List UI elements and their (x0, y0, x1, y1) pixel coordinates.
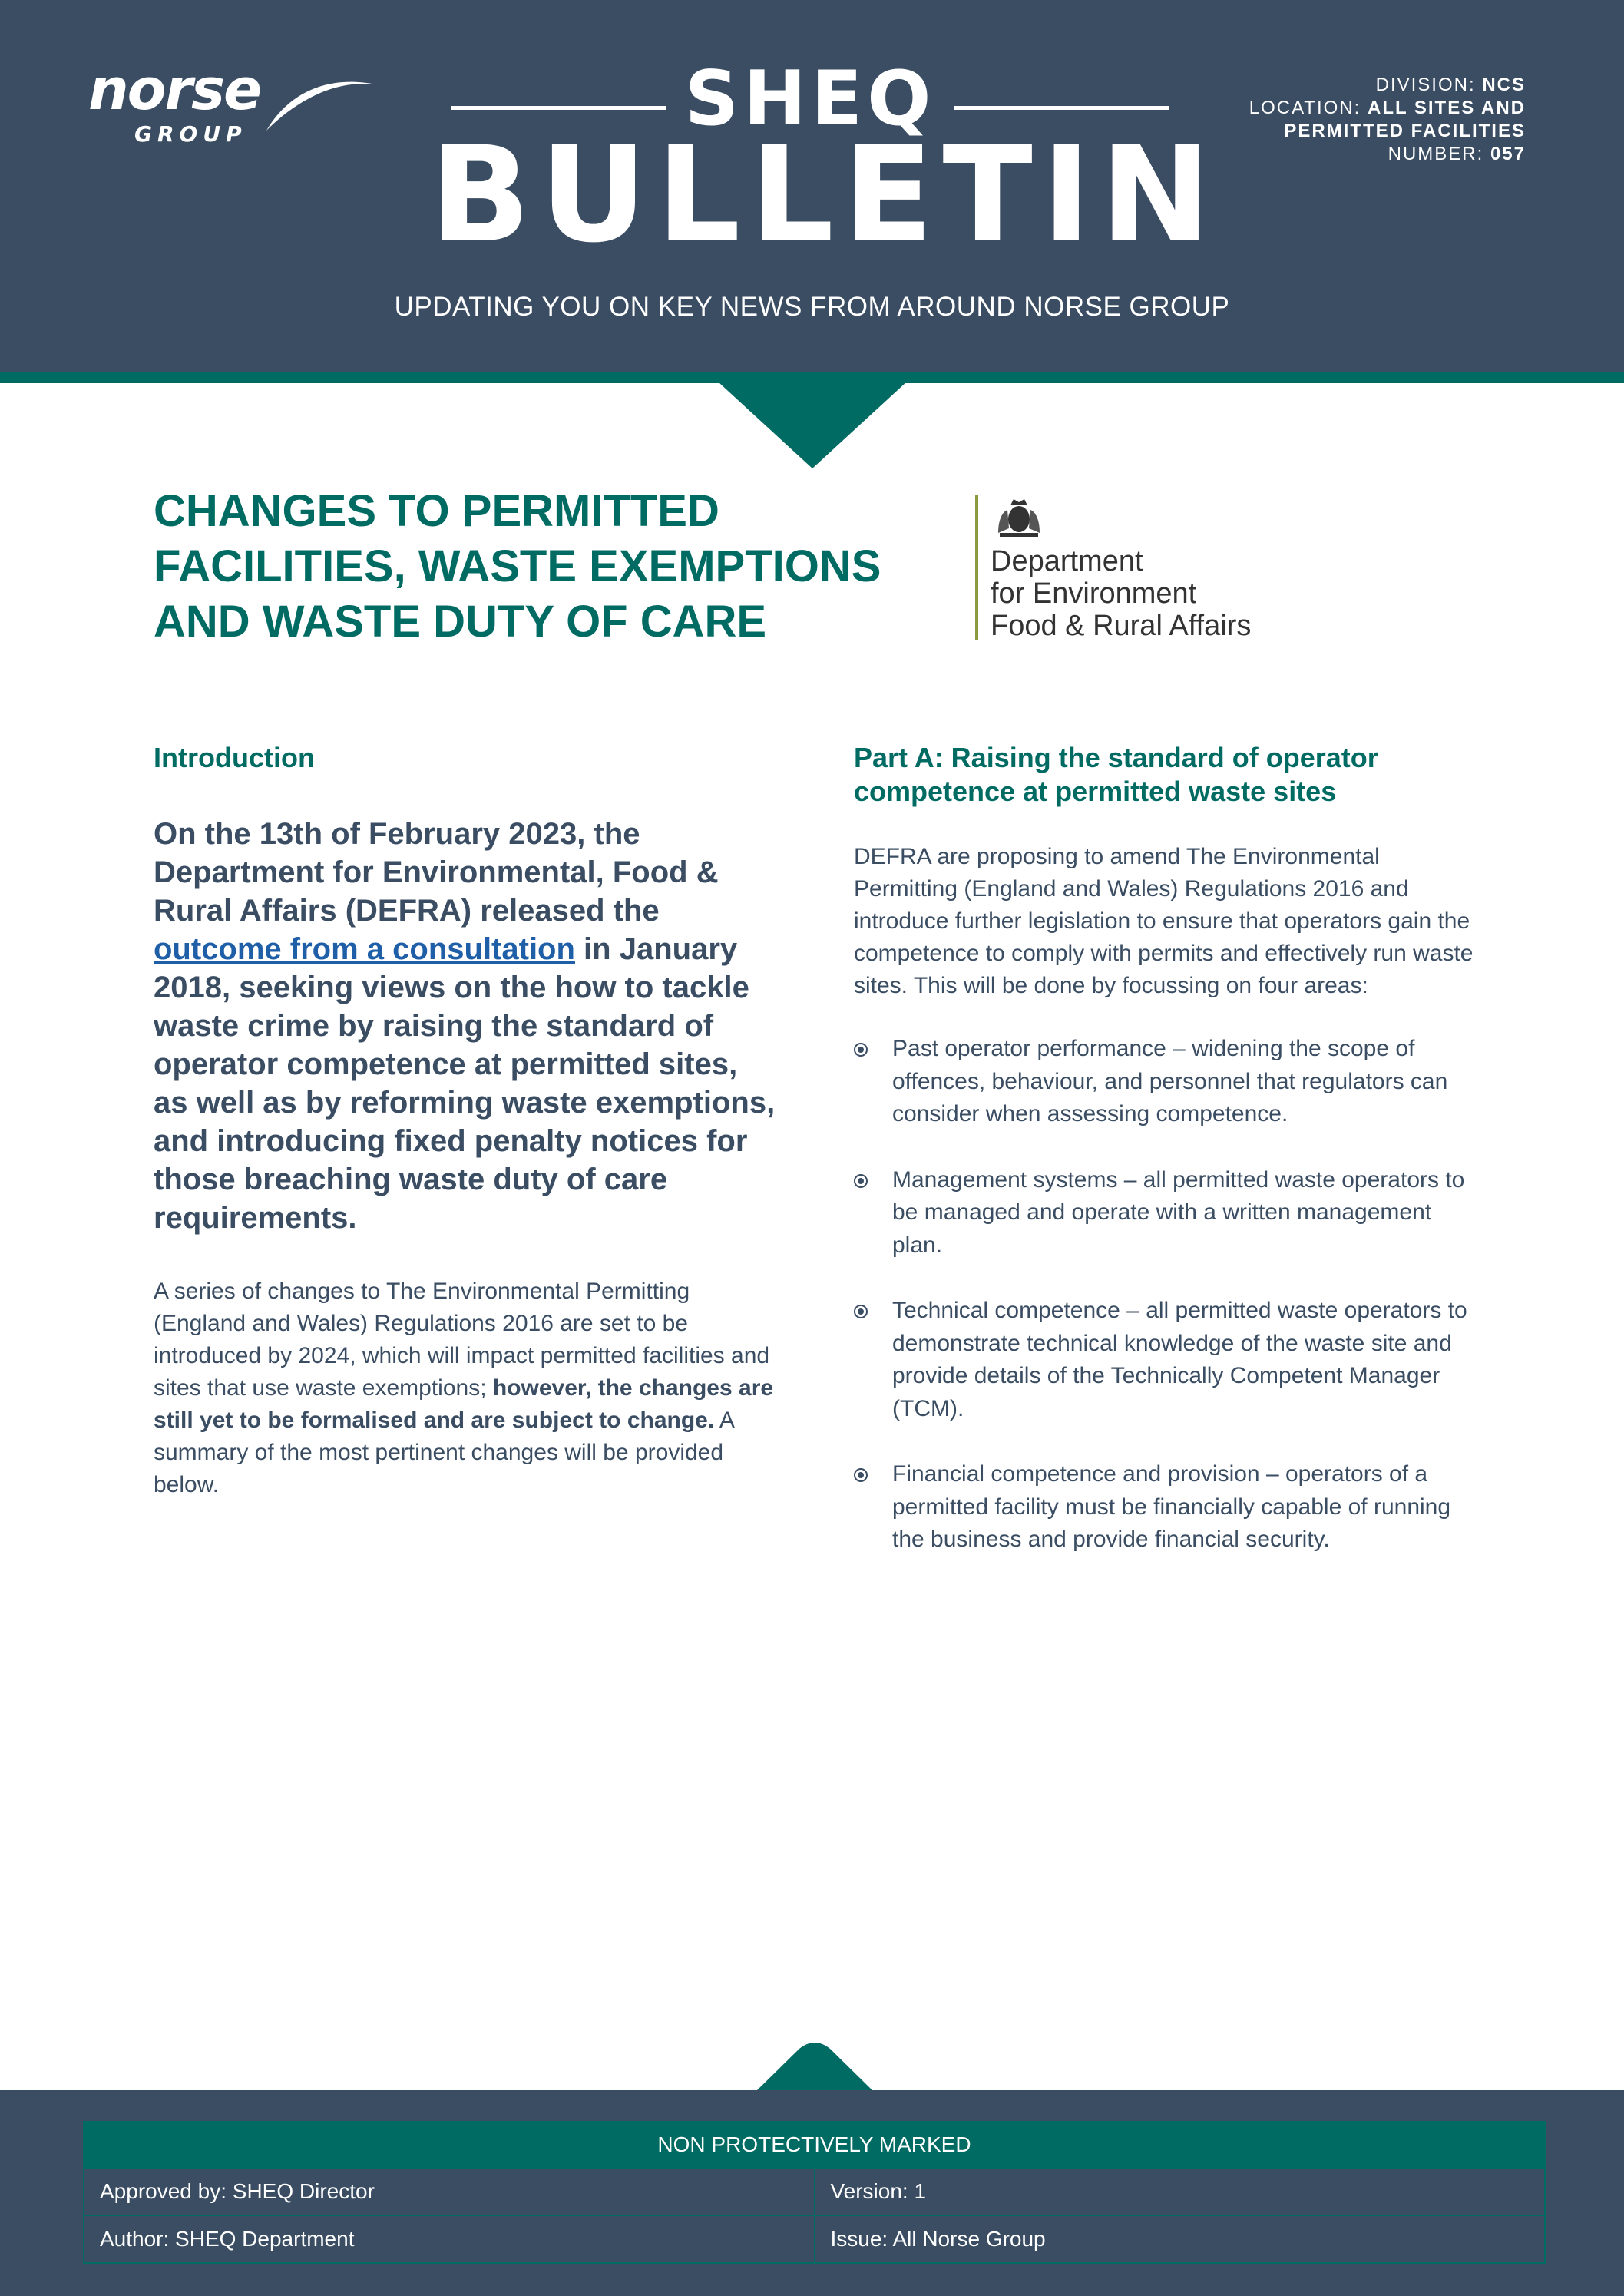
introduction-heading: Introduction (154, 742, 315, 773)
list-item: Technical competence – all permitted waste operators to demonstrate technical knowledge of the waste site and provide details of the Technically Competent Manager (TCM). (854, 1295, 1483, 1425)
consultation-link[interactable]: outcome from a consultation (154, 932, 575, 966)
footer-tab (757, 2043, 872, 2090)
number-value: 057 (1490, 144, 1526, 164)
focus-areas-list (854, 1033, 1483, 1557)
issue: Issue: All Norse Group (815, 2215, 1546, 2263)
list-item: Management systems – all permitted waste operators to be managed and operate with a written management plan. (854, 1164, 1483, 1262)
author: Author: SHEQ Department (84, 2215, 815, 2263)
location-value: ALL SITES AND (1367, 98, 1526, 118)
number-line: NUMBER: 057 (1388, 144, 1526, 164)
marking-label: NON PROTECTIVELY MARKED (84, 2122, 1545, 2168)
defra-logo (975, 491, 1298, 645)
list-item: Past operator performance – widening the scope of offences, behaviour, and personnel that regulators can consider when assessing competence. (854, 1033, 1483, 1131)
radio-bullet-icon (854, 1305, 868, 1318)
part-a-heading: Part A: Raising the standard of operator competence at permitted waste sites (854, 742, 1378, 807)
header-notch (719, 382, 906, 468)
bulletin-title: BULLETIN (430, 117, 1220, 272)
norse-group-logo (88, 57, 388, 154)
version: Version: 1 (815, 2168, 1546, 2215)
logo-group-text: GROUP (134, 121, 247, 147)
bulletin-header (0, 0, 1624, 372)
approved-by: Approved by: SHEQ Director (84, 2168, 815, 2215)
changes-paragraph: A series of changes to The Environmental Permitting (England and Wales) Regulations 2016 are set to be introduced by 2024, which will impact permitted facilities and sites that use waste exemptions; however, the changes are still yet to be formalised and are subject to change. A summary of the most pertinent changes will be provided below. (154, 1279, 774, 1497)
intro-paragraph: On the 13th of February 2023, the Department for Environmental, Food & Rural Affairs (DEFRA) released the outcome from a consultation in January 2018, seeking views on the how to tackle waste crime by raising the standard of operator competence at permitted sites, as well as by reforming waste exemptions, and introducing fixed penalty notices for those breaching waste duty of care requirements. (154, 817, 776, 1235)
logo-wordmark: norse (88, 57, 261, 123)
location-line: LOCATION: ALL SITES AND (1249, 98, 1526, 118)
footer-table (83, 2121, 1546, 2264)
radio-bullet-icon (854, 1468, 868, 1482)
radio-bullet-icon (854, 1174, 868, 1188)
list-item: Financial competence and provision – operators of a permitted facility must be financially capable of running the business and provide financial security. (854, 1458, 1483, 1557)
left-column (154, 741, 776, 1501)
bulletin-meta (1249, 74, 1526, 166)
royal-crest-icon (992, 495, 1046, 539)
sheq-title: SHEQ (684, 55, 936, 143)
header-teal-strip (0, 372, 1624, 383)
right-column (854, 741, 1483, 1590)
article-title: CHANGES TO PERMITTED FACILITIES, WASTE EXEMPTIONS AND WASTE DUTY OF CARE (154, 486, 881, 647)
swoosh-icon (265, 71, 380, 132)
header-tagline: UPDATING YOU ON KEY NEWS FROM AROUND NORSE GROUP (394, 292, 1230, 322)
defra-logo-text: Department for Environment Food & Rural Affairs (991, 545, 1252, 642)
radio-bullet-icon (854, 1043, 868, 1057)
division-line: DIVISION: NCS (1375, 74, 1526, 95)
sheq-rule-right (954, 106, 1169, 110)
defra-logo-bar (975, 495, 978, 640)
part-a-intro: DEFRA are proposing to amend The Environmental Permitting (England and Wales) Regulations 2016 and introduce further legislation to ensure that operators gain the competence to comply with permits and effectively run waste sites. This will be done by focussing on four areas: (854, 844, 1474, 998)
division-value: NCS (1482, 74, 1526, 95)
location-line-2: PERMITTED FACILITIES (1284, 121, 1526, 141)
